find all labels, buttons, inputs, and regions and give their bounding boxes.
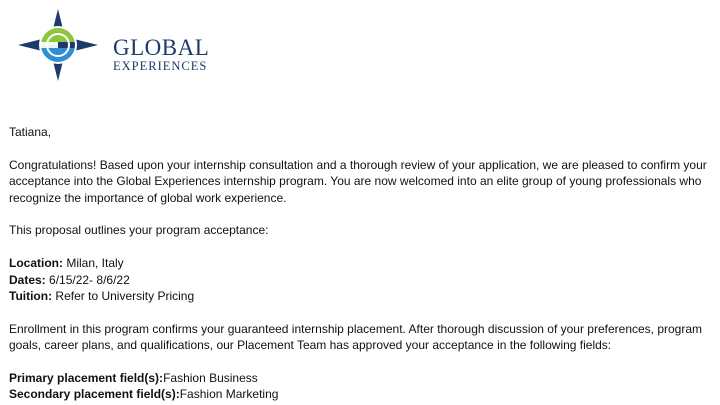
logo-wordmark bbox=[113, 36, 209, 73]
tuition-value: Refer to University Pricing bbox=[52, 289, 195, 304]
logo-line-2: EXPERIENCES bbox=[113, 59, 208, 73]
congratulations-paragraph: Congratulations! Based upon your internship consultation and a thorough review of your application, we are pleased to confirm your acceptance into the Global Experiences internship program. You are now welcomed into an elite group of young professionals who recognize the importance of global work experience. bbox=[9, 157, 707, 205]
secondary-placement-line bbox=[9, 386, 711, 402]
secondary-placement-value: Fashion Marketing bbox=[179, 387, 279, 402]
tuition-line bbox=[9, 288, 711, 304]
primary-placement-label: Primary placement field(s): bbox=[9, 371, 164, 386]
tuition-label: Tuition: bbox=[9, 289, 53, 304]
secondary-placement-label: Secondary placement field(s): bbox=[9, 387, 180, 402]
dates-value: 6/15/22- 8/6/22 bbox=[45, 272, 130, 287]
greeting: Tatiana, bbox=[9, 125, 52, 139]
primary-placement-line bbox=[9, 370, 711, 386]
global-experiences-logo bbox=[18, 9, 210, 81]
dates-label: Dates: bbox=[9, 272, 46, 287]
location-line bbox=[9, 255, 711, 271]
proposal-intro: This proposal outlines your program acceptance: bbox=[9, 223, 269, 238]
primary-placement-value: Fashion Business bbox=[163, 371, 258, 386]
compass-logo-icon bbox=[18, 9, 98, 81]
location-label: Location: bbox=[9, 256, 63, 271]
dates-line bbox=[9, 272, 711, 288]
location-value: Milan, Italy bbox=[63, 256, 124, 271]
email-body bbox=[9, 124, 711, 403]
logo-line-1: GLOBAL bbox=[113, 35, 210, 60]
enrollment-paragraph: Enrollment in this program confirms your guaranteed internship placement. After thorough discussion of your preferences, program goals, career plans, and qualifications, our Placement Team has approved your acceptance in the following fields: bbox=[9, 321, 703, 353]
